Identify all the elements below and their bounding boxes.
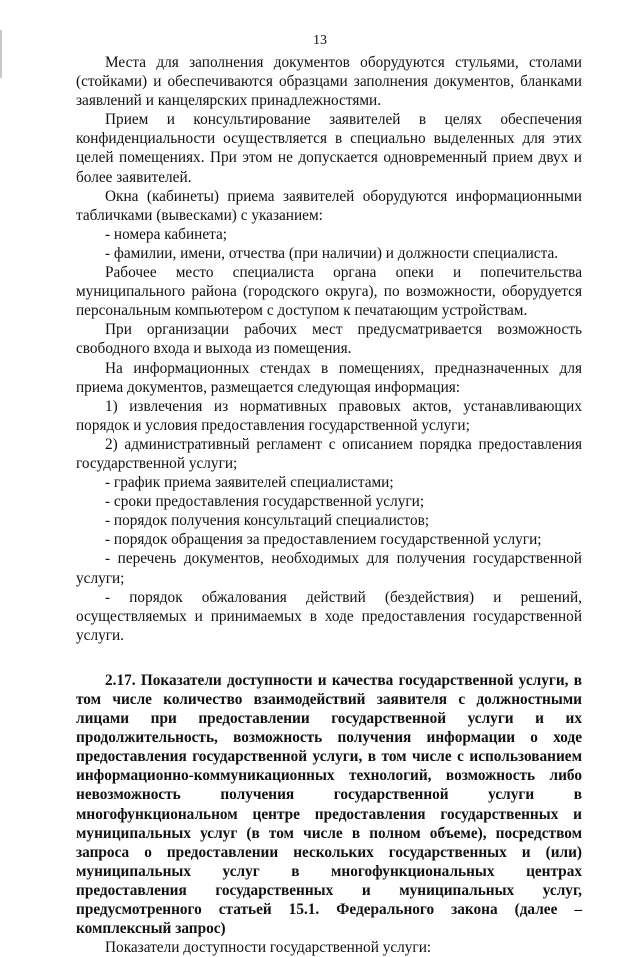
paragraph-free-access: При организации рабочих мест предусматривается возможность свободного входа и выхода из помещения.: [76, 321, 582, 358]
list-item: 1) извлечения из нормативных правовых актов, устанавливающих порядок и условия предоставления государственной услуги;: [76, 397, 582, 434]
document-body: [76, 53, 582, 957]
paragraph-window-signs: Окна (кабинеты) приема заявителей оборудуются информационными табличками (вывесками) с указанием:: [76, 187, 582, 224]
paragraph-seating: Места для заполнения документов оборудуются стульями, столами (стойками) и обеспечиваются образцами заполнения документов, бланками заявлений и канцелярских принадлежностями.: [76, 54, 582, 110]
section-heading: 2.17. Показатели доступности и качества государственной услуги, в том числе количество взаимодействий заявителя с должностными лицами при предоставлении государственной услуги и их продолжительность, возможность получения информации о ходе предоставления государственной услуги, в том числе с использованием информационно-коммуникационных технологий, возможность либо невозможность получения государственной услуги в многофункциональном центре предоставления государственных и муниципальных услуг (в том числе в полном объеме), посредством запроса о предоставлении нескольких государственных и (или) муниципальных услуг в многофункциональных центрах предоставления государственных и муниципальных услуг, предусмотренного статьей 15.1. Федерального закона (далее – комплексный запрос): [76, 671, 582, 938]
list-item: - порядок обращения за предоставлением государственной услуги;: [105, 531, 542, 549]
list-item: 2) административный регламент с описанием порядка предоставления государственной услуги;: [76, 435, 582, 472]
list-item: - перечень документов, необходимых для получения государственной услуги;: [76, 550, 582, 587]
list-item: - фамилии, имени, отчества (при наличии) и должности специалиста.: [105, 244, 559, 262]
list-item: - номера кабинета;: [105, 225, 228, 243]
paragraph-confidential-reception: Прием и консультирование заявителей в целях обеспечения конфиденциальности осуществляется в специально выделенных для этих целей помещениях. При этом не допускается одновременный прием двух и более заявителей.: [76, 111, 582, 186]
list-item: - сроки предоставления государственной услуги;: [105, 493, 425, 511]
list-item: - порядок обжалования действий (бездействия) и решений, осуществляемых и принимаемых в ходе предоставления государственной услуги.: [76, 588, 582, 644]
page-number: 13: [313, 33, 327, 48]
paragraph-info-stands: На информационных стендах в помещениях, предназначенных для приема документов, размещается следующая информация:: [76, 359, 582, 396]
paragraph-workplace: Рабочее место специалиста органа опеки и попечительства муниципального района (городского округа), по возможности, оборудуется персональным компьютером с доступом к печатающим устройствам.: [76, 264, 582, 320]
list-item: - порядок получения консультаций специалистов;: [105, 512, 430, 530]
list-item: - график приема заявителей специалистами;: [105, 474, 394, 492]
paragraph-accessibility-indicators: Показатели доступности государственной услуги:: [105, 939, 432, 957]
